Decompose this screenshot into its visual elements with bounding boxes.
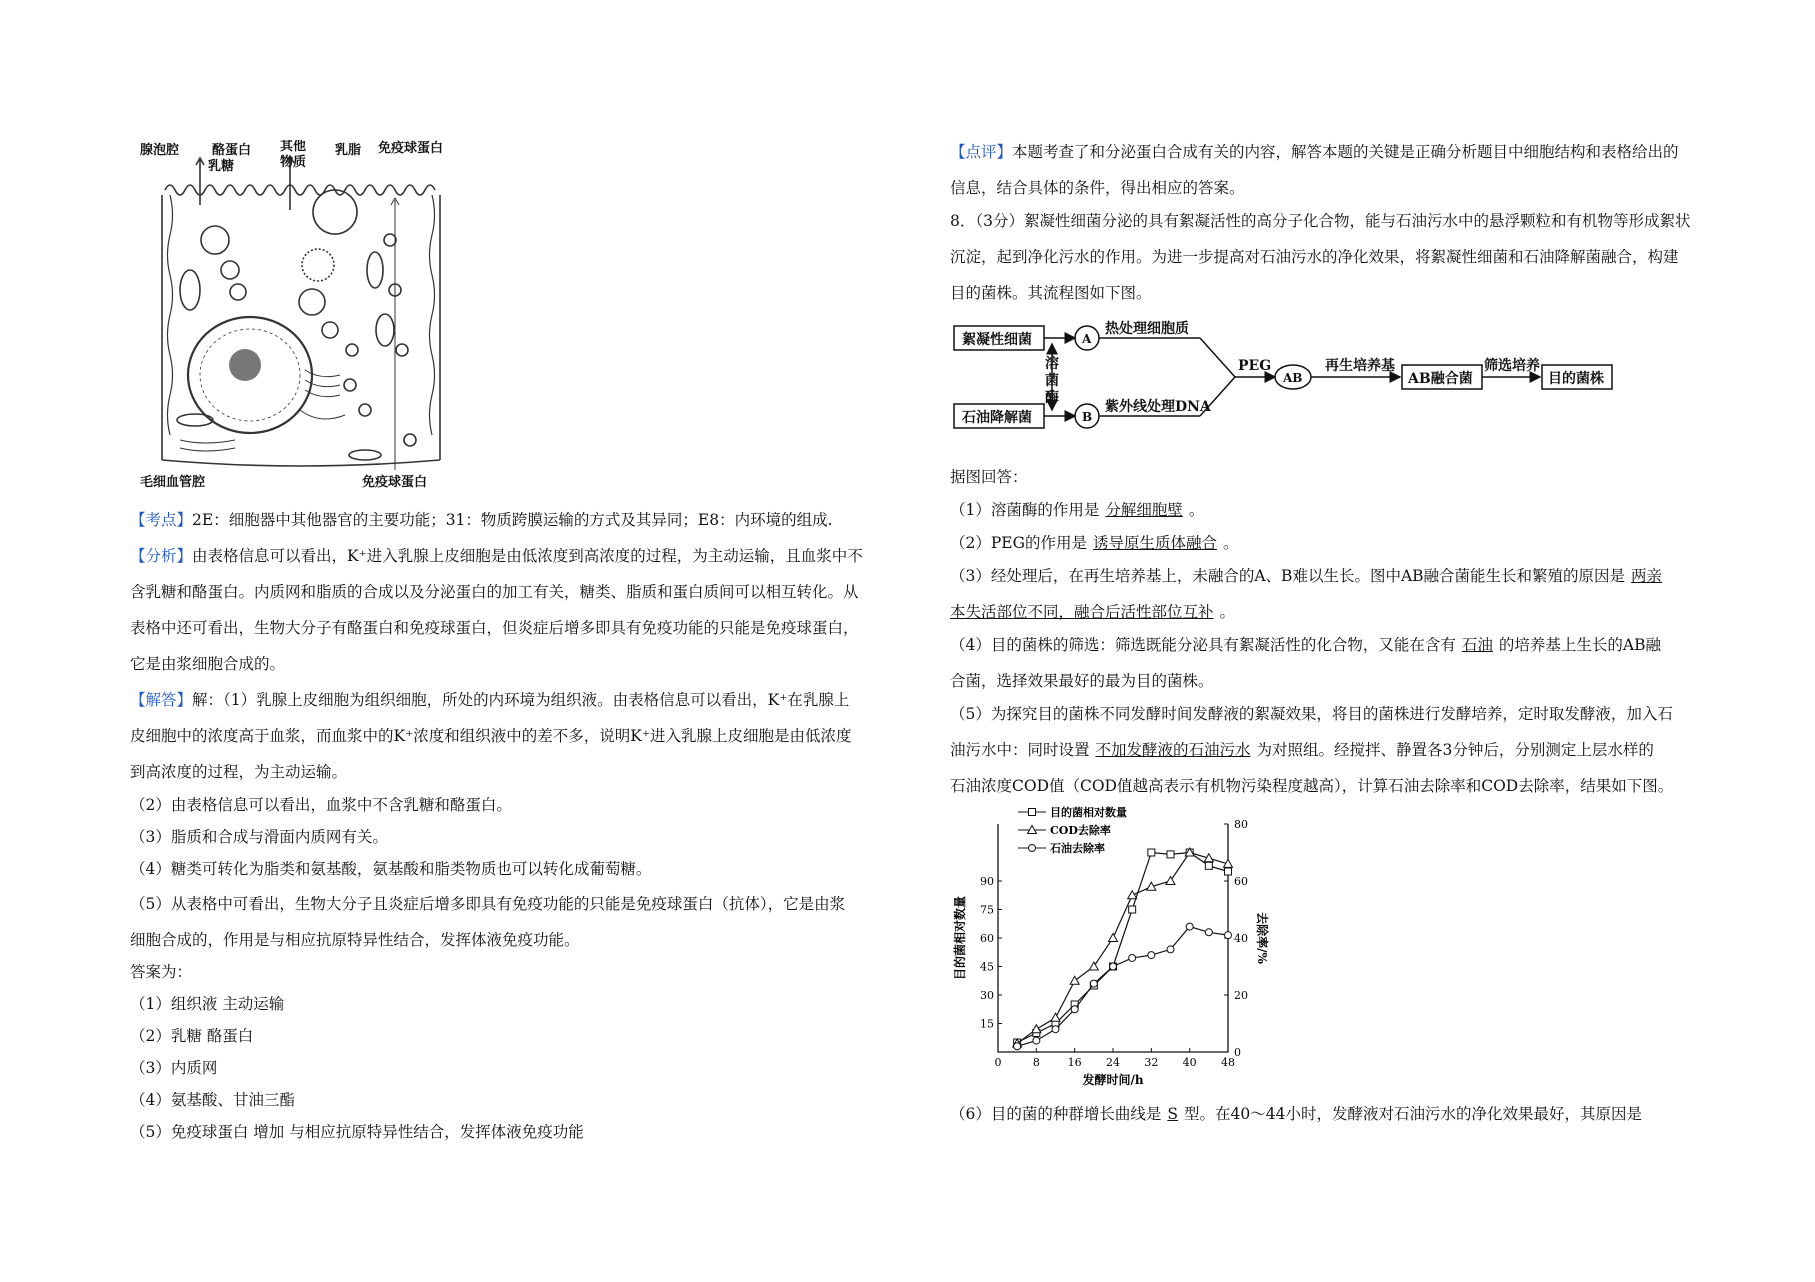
x-tick-label: 24	[1106, 1056, 1120, 1069]
answer-line-4b: 合菌，选择效果最好的最为目的菌株。	[950, 672, 1214, 690]
intro-line: 据图回答：	[950, 468, 1028, 486]
a2-post: 。	[1223, 534, 1239, 552]
a5-pre: 油污水中：同时设置	[950, 741, 1090, 759]
y-right-tick-label: 0	[1234, 1046, 1241, 1059]
answer-line-4	[950, 634, 1661, 656]
answer-3: （3）内质网	[130, 1059, 218, 1077]
kaodian-tag: 【考点】	[130, 511, 193, 529]
label-other: 其他	[280, 140, 307, 154]
a2-answer: 诱导原生质体融合	[1093, 534, 1218, 552]
label-substance: 物质	[280, 155, 307, 170]
series-2-point	[1032, 1025, 1041, 1033]
fenxi-line-1	[130, 545, 863, 567]
series-2-point	[1166, 877, 1175, 885]
flow-fused: AB融合菌	[1408, 371, 1473, 387]
answer-1: （1）组织液 主动运输	[130, 995, 285, 1013]
legend-label-3: 石油去除率	[1050, 842, 1105, 855]
series-2-point	[1089, 962, 1098, 970]
series-2-point	[1070, 976, 1079, 984]
q8-line-2: 沉淀，起到净化污水的作用。为进一步提高对石油污水的净化效果，将絮凝性细菌和石油降解菌融合，构建	[950, 248, 1679, 266]
x-tick-label: 0	[994, 1056, 1002, 1069]
label-immunoglobulin-bottom: 免疫球蛋白	[362, 475, 428, 490]
flow-enzyme-2: 菌	[1045, 373, 1059, 389]
flow-target: 目的菌株	[1548, 371, 1604, 387]
a4-post: 的培养基上生长的AB融	[1498, 636, 1661, 654]
y-left-tick-label: 15	[980, 1017, 994, 1031]
a3-answer-part1: 两亲	[1631, 567, 1663, 585]
answers-heading: 答案为：	[130, 963, 193, 981]
label-acinar-lumen: 腺泡腔	[140, 143, 180, 158]
series-1-point	[1129, 906, 1136, 913]
x-axis-label: 发酵时间/h	[1082, 1073, 1144, 1087]
dianping-line-2: 信息，结合具体的条件，得出相应的答案。	[950, 179, 1245, 197]
y-right-axis-label: 去除率/%	[1255, 912, 1269, 964]
x-tick-label: 40	[1182, 1056, 1197, 1069]
flow-b: B	[1082, 410, 1093, 424]
q8-line-1: 8．（3分）絮凝性细菌分泌的具有絮凝活性的高分子化合物，能与石油污水中的悬浮颗粒和有机物等形成絮状	[950, 212, 1691, 230]
a2-pre: （2）PEG的作用是	[950, 534, 1087, 552]
legend-label-2: COD去除率	[1050, 824, 1111, 837]
y-right-tick-label: 80	[1234, 818, 1248, 831]
flow-peg: PEG	[1238, 358, 1272, 374]
dianping-text: 本题考查了和分泌蛋白合成有关的内容，解答本题的关键是正确分析题目中细胞结构和表格给出的	[1012, 143, 1679, 161]
fenxi-tag: 【分析】	[130, 547, 193, 565]
x-tick-label: 48	[1221, 1056, 1235, 1069]
answer-line-5b	[950, 739, 1654, 761]
y-left-tick-label: 90	[980, 875, 994, 888]
answer-line-5: （5）为探究目的菌株不同发酵时间发酵液的絮凝效果，将目的菌株进行发酵培养，定时取发酵液，加入石	[950, 705, 1673, 723]
series-2-point	[1051, 1013, 1060, 1021]
fenxi-text: 由表格信息可以看出，K⁺进入乳腺上皮细胞是由低浓度到高浓度的过程，为主动运输，且血浆中不	[192, 547, 863, 565]
x-tick-label: 16	[1067, 1056, 1082, 1069]
series-3-point	[1014, 1043, 1021, 1050]
a3-post: 。	[1219, 603, 1236, 621]
jieda-line-6: （4）糖类可转化为脂类和氨基酸，氨基酸和脂类物质也可以转化成葡萄糖。	[130, 860, 652, 878]
fenxi-line-3: 表格中还可看出，生物大分子有酪蛋白和免疫球蛋白，但炎症后增多即具有免疫功能的只能是免疫球蛋白，	[130, 619, 859, 637]
legend-marker-1	[1029, 809, 1036, 816]
flow-medium: 再生培养基	[1325, 358, 1395, 374]
y-left-tick-label: 30	[980, 989, 994, 1002]
x-tick-label: 32	[1144, 1056, 1159, 1069]
series-3-point	[1052, 1026, 1059, 1033]
answer-line-1	[950, 499, 1204, 521]
flow-screen: 筛选培养	[1484, 358, 1540, 374]
jieda-line-3: 到高浓度的过程，为主动运输。	[130, 763, 348, 781]
q8-line-3: 目的菌株。其流程图如下图。	[950, 284, 1152, 302]
series-3-point	[1205, 929, 1212, 936]
label-lactose: 乳糖	[208, 159, 235, 174]
a1-pre: （1）溶菌酶的作用是	[950, 501, 1100, 519]
answer-4: （4）氨基酸、甘油三酯	[130, 1091, 295, 1109]
fermentation-chart	[950, 802, 1310, 1094]
a1-post: 。	[1188, 501, 1205, 519]
flow-enzyme-1: 溶	[1045, 356, 1059, 372]
y-left-axis-label: 目的菌相对数量	[953, 895, 967, 981]
a3-answer-part2: 本失活部位不同，融合后活性部位互补	[950, 603, 1214, 621]
answer-line-5c: 石油浓度COD值（COD值越高表示有机物污染程度越高），计算石油去除率和COD去除率，结果如下图。	[950, 777, 1674, 795]
series-3-point	[1110, 963, 1117, 970]
series-line-1	[1017, 853, 1228, 1043]
kaodian-text: 2E：细胞器中其他器官的主要功能；31：物质跨膜运输的方式及其异同；E8：内环境的组成.	[192, 511, 833, 529]
y-right-tick-label: 40	[1234, 932, 1248, 945]
y-left-tick-label: 45	[980, 960, 994, 974]
answer-line-2	[950, 532, 1239, 554]
y-right-tick-label: 20	[1234, 989, 1248, 1002]
legend-label-1: 目的菌相对数量	[1050, 806, 1127, 819]
jieda-line-5: （3）脂质和合成与滑面内质网有关。	[130, 828, 388, 846]
answer-line-3	[950, 565, 1668, 587]
label-capillary-lumen: 毛细血管腔	[140, 475, 206, 490]
series-line-2	[1017, 853, 1228, 1044]
dianping-line-1	[950, 141, 1679, 163]
fenxi-line-2: 含乳糖和酪蛋白。内质网和脂质的合成以及分泌蛋白的加工有关，糖类、脂质和蛋白质间可以相互转化。从	[130, 583, 859, 601]
a6-answer: S	[1167, 1105, 1178, 1123]
jieda-line-8: 细胞合成的，作用是与相应抗原特异性结合，发挥体液免疫功能。	[130, 931, 580, 949]
a4-answer: 石油	[1461, 636, 1493, 654]
series-3-point	[1148, 952, 1155, 959]
y-left-tick-label: 60	[980, 932, 994, 945]
label-casein: 酪蛋白	[212, 143, 252, 158]
series-2-point	[1109, 934, 1118, 942]
answer-2: （2）乳糖 酪蛋白	[130, 1027, 254, 1045]
a5-post: 为对照组。经搅拌、静置各3分钟后，分别测定上层水样的	[1256, 741, 1654, 759]
series-3-point	[1186, 923, 1193, 930]
flow-heat: 热处理细胞质	[1105, 321, 1189, 337]
a3-pre: （3）经处理后，在再生培养基上，未融合的A、B难以生长。图中AB融合菌能生长和繁殖的原因是	[950, 567, 1626, 585]
jieda-line-2: 皮细胞中的浓度高于血浆，而血浆中的K⁺浓度和组织液中的差不多，说明K⁺进入乳腺上皮细胞是由低浓度	[130, 727, 852, 745]
series-1-point	[1167, 851, 1174, 858]
series-3-point	[1033, 1037, 1040, 1044]
a6-pre: （6）目的菌的种群增长曲线是	[950, 1105, 1162, 1123]
series-3-point	[1225, 932, 1232, 939]
jieda-tag: 【解答】	[130, 691, 193, 709]
flow-a: A	[1082, 332, 1092, 346]
series-1-point	[1225, 868, 1232, 875]
mammary-cell-figure	[140, 140, 580, 492]
process-flowchart	[950, 318, 1615, 436]
a5-answer: 不加发酵液的石油污水	[1095, 741, 1251, 759]
label-immunoglobulin-top: 免疫球蛋白	[378, 141, 444, 156]
series-3-point	[1090, 980, 1097, 987]
flow-ab: AB	[1283, 371, 1303, 385]
series-line-3	[1017, 927, 1228, 1047]
jieda-line-7: （5）从表格中可看出，生物大分子且炎症后增多即具有免疫功能的只能是免疫球蛋白（抗体），它是由浆	[130, 895, 846, 913]
series-3-point	[1129, 954, 1136, 961]
answer-line-3b	[950, 601, 1235, 623]
jieda-line-4: （2）由表格信息可以看出，血浆中不含乳糖和酪蛋白。	[130, 796, 512, 814]
a4-pre: （4）目的菌株的筛选：筛选既能分泌具有絮凝活性的化合物，又能在含有	[950, 636, 1456, 654]
jieda-text: 解：（1）乳腺上皮细胞为组织细胞，所处的内环境为组织液。由表格信息可以看出，K⁺在乳腺上	[192, 691, 850, 709]
label-milk-fat: 乳脂	[335, 143, 362, 158]
flow-box1-text: 絮凝性细菌	[962, 332, 1032, 348]
flow-uv: 紫外线处理DNA	[1105, 399, 1211, 415]
series-1-point	[1148, 849, 1155, 856]
answer-5: （5）免疫球蛋白 增加 与相应抗原特异性结合，发挥体液免疫功能	[130, 1123, 584, 1141]
series-2-point	[1128, 891, 1137, 899]
y-left-tick-label: 75	[980, 903, 994, 917]
y-right-tick-label: 60	[1234, 875, 1248, 888]
series-3-point	[1071, 1006, 1078, 1013]
fenxi-line-4: 它是由浆细胞合成的。	[130, 655, 286, 673]
kaodian-line	[130, 509, 833, 531]
series-1-point	[1205, 862, 1212, 869]
flow-box2-text: 石油降解菌	[962, 410, 1032, 426]
x-tick-label: 8	[1032, 1056, 1040, 1069]
answer-line-6	[950, 1103, 1642, 1125]
a6-post: 型。在40～44小时，发酵液对石油污水的净化效果最好，其原因是	[1184, 1105, 1642, 1123]
dianping-tag: 【点评】	[950, 143, 1013, 161]
a1-answer: 分解细胞壁	[1105, 501, 1183, 519]
series-3-point	[1167, 946, 1174, 953]
legend-marker-3	[1029, 845, 1036, 852]
flow-enzyme-3: 酶	[1045, 390, 1059, 406]
jieda-line-1	[130, 689, 849, 711]
